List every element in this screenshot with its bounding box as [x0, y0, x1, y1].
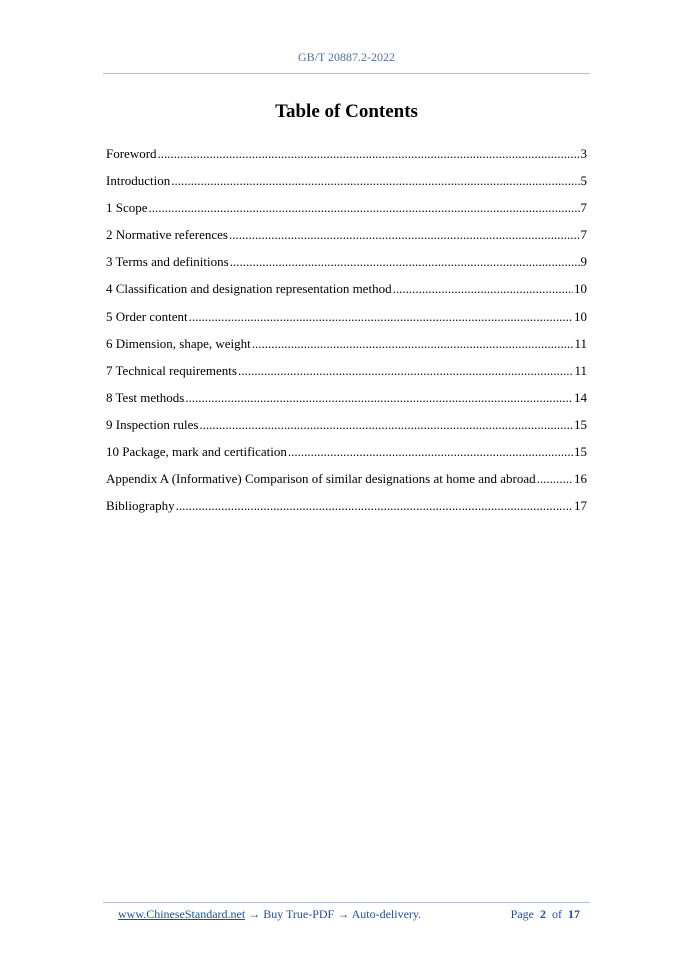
toc-entry-appendix-a[interactable]	[106, 471, 587, 498]
page-of: of	[552, 907, 562, 921]
toc-entry-technical-requirements[interactable]	[106, 363, 587, 390]
toc-entry-label: 9 Inspection rules	[106, 416, 199, 432]
toc-entry-dimension[interactable]	[106, 336, 587, 363]
toc-entry-label: 8 Test methods	[106, 389, 185, 405]
dot-leader	[158, 146, 580, 162]
toc-entry-label: 10 Package, mark and certification	[106, 444, 287, 460]
page-header	[103, 50, 590, 65]
toc-entry-label: 3 Terms and definitions	[106, 254, 229, 270]
header-divider	[103, 73, 590, 74]
page-indicator	[511, 907, 580, 922]
toc-entry-page: 10	[574, 308, 587, 324]
dot-leader	[149, 200, 580, 216]
dot-leader	[288, 444, 573, 460]
toc-entry-page: 11	[574, 335, 587, 351]
current-page-number: 2	[540, 907, 546, 921]
toc-entry-introduction[interactable]	[106, 173, 587, 200]
footer-divider	[103, 902, 590, 903]
footer-promo	[118, 907, 421, 922]
toc-entry-label: 1 Scope	[106, 200, 148, 216]
dot-leader	[176, 498, 573, 514]
arrow-right-icon: →	[337, 907, 350, 921]
toc-entry-label: Foreword	[106, 146, 157, 161]
toc-entry-page: 7	[580, 227, 587, 243]
website-link[interactable]: www.ChineseStandard.net	[118, 907, 246, 921]
toc-entry-foreword[interactable]	[106, 146, 587, 173]
toc-entry-bibliography[interactable]	[106, 498, 587, 525]
arrow-right-icon: →	[248, 907, 261, 921]
dot-leader	[171, 173, 579, 189]
toc-entry-page: 10	[574, 281, 587, 297]
dot-leader	[185, 390, 573, 406]
toc-entry-page: 15	[574, 444, 587, 460]
toc-entry-scope[interactable]	[106, 200, 587, 227]
buy-true-pdf-text: Buy True-PDF	[263, 907, 335, 921]
dot-leader	[238, 363, 574, 379]
toc-entry-label: Introduction	[106, 173, 171, 189]
dot-leader	[199, 417, 573, 433]
dot-leader	[229, 227, 580, 243]
toc-title: Table of Contents	[275, 101, 418, 122]
toc-entry-inspection-rules[interactable]	[106, 417, 587, 444]
toc-entry-terms-definitions[interactable]	[106, 254, 587, 281]
toc-entry-page: 11	[574, 362, 587, 378]
toc-entry-label: Appendix A (Informative) Comparison of similar designations at home and abroad	[106, 471, 536, 487]
toc-entry-label: 2 Normative references	[106, 227, 228, 243]
toc-entry-label: 6 Dimension, shape, weight	[106, 335, 251, 351]
toc-entry-package[interactable]	[106, 444, 587, 471]
total-page-count: 17	[568, 907, 580, 921]
toc-entry-normative-references[interactable]	[106, 227, 587, 254]
toc-entry-label: 7 Technical requirements	[106, 362, 237, 378]
toc-entry-page: 3	[580, 146, 587, 161]
page-prefix: Page	[510, 907, 534, 921]
page-footer	[118, 907, 580, 922]
toc-entry-test-methods[interactable]	[106, 390, 587, 417]
dot-leader	[537, 471, 573, 487]
dot-leader	[230, 254, 580, 270]
toc-entry-page: 15	[574, 416, 587, 432]
toc-entry-page: 16	[574, 471, 587, 487]
toc-entry-label: Bibliography	[106, 498, 175, 514]
auto-delivery-text: Auto-delivery.	[351, 907, 422, 921]
standard-code: GB/T 20887.2-2022	[297, 50, 396, 64]
toc-entry-page: 5	[580, 173, 587, 189]
toc-entry-label: 5 Order content	[106, 308, 188, 324]
toc-entry-page: 17	[574, 498, 587, 514]
dot-leader	[252, 336, 574, 352]
dot-leader	[189, 309, 573, 325]
toc-entry-page: 9	[580, 254, 587, 270]
toc-entry-classification[interactable]	[106, 281, 587, 308]
toc-entry-order-content[interactable]	[106, 309, 587, 336]
toc-entry-page: 7	[580, 200, 587, 216]
toc-entry-page: 14	[574, 389, 587, 405]
dot-leader	[393, 281, 573, 297]
table-of-contents	[106, 146, 587, 525]
toc-entry-label: 4 Classification and designation representation method	[106, 281, 392, 297]
